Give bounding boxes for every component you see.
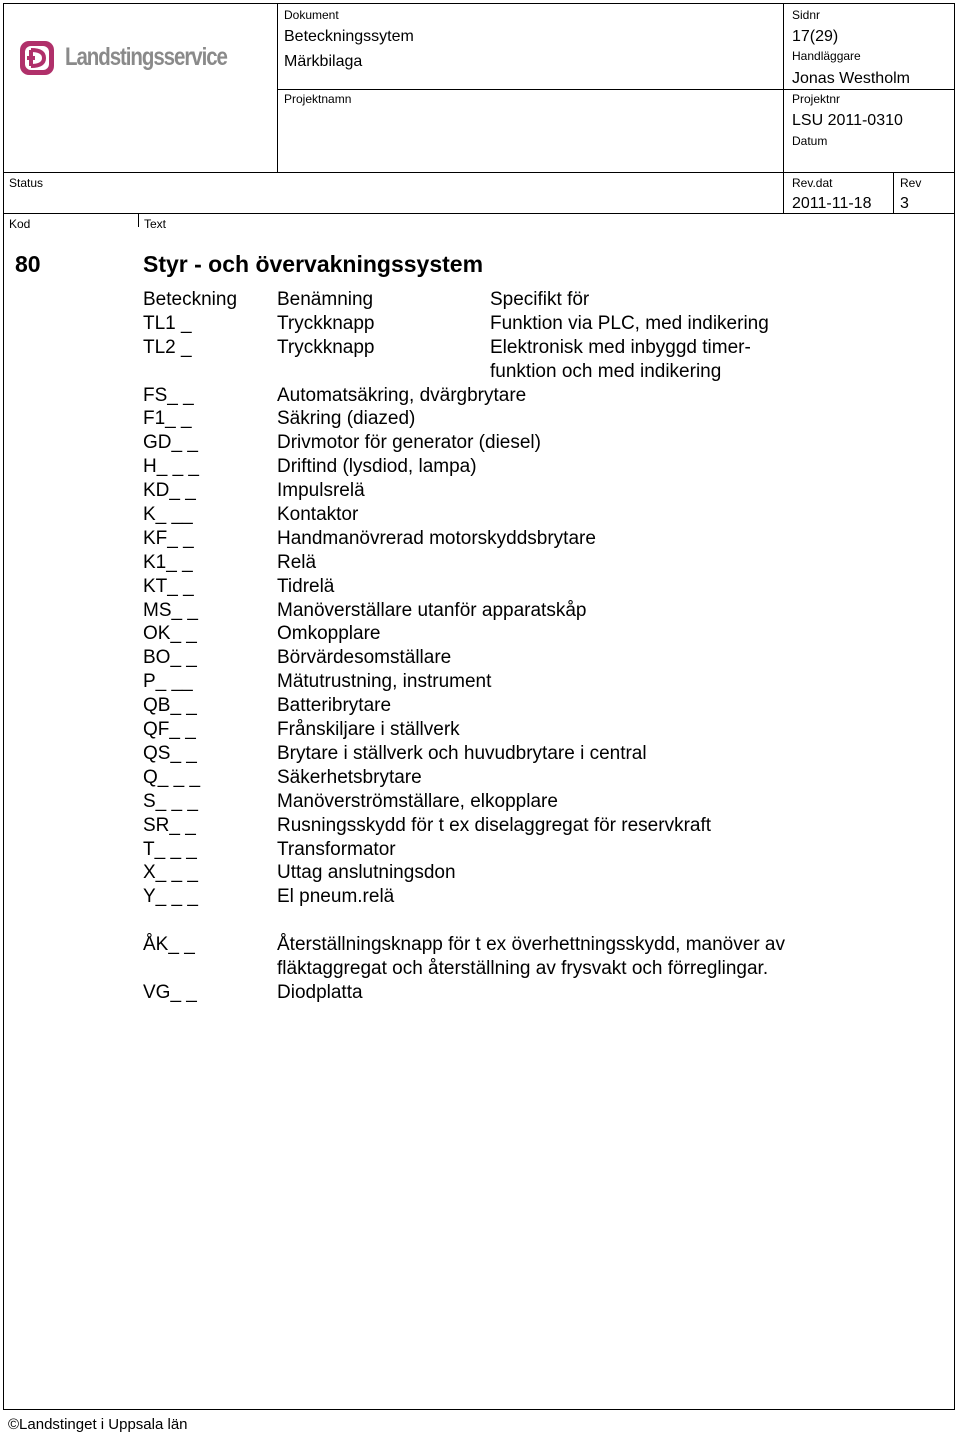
list-item bbox=[143, 551, 923, 575]
item-name: Manöverställare utanför apparatskåp bbox=[277, 599, 587, 621]
rev-value: 3 bbox=[900, 195, 909, 212]
item-code: MS_ _ bbox=[143, 599, 198, 621]
item-code: TL1 _ bbox=[143, 312, 192, 334]
item-name: Automatsäkring, dvärgbrytare bbox=[277, 384, 527, 406]
landstingsservice-logo-icon bbox=[18, 38, 58, 78]
list-item bbox=[143, 384, 923, 408]
row-spacer bbox=[143, 909, 923, 933]
handlaggare-value: Jonas Westholm bbox=[792, 70, 910, 87]
text-label: Text bbox=[144, 217, 167, 231]
item-code: KT_ _ bbox=[143, 575, 194, 597]
item-name: Diodplatta bbox=[277, 981, 363, 1003]
list-item bbox=[143, 742, 923, 766]
handlaggare-label: Handläggare bbox=[792, 49, 861, 63]
item-name: Tidrelä bbox=[277, 575, 335, 597]
list-item bbox=[143, 407, 923, 431]
logo bbox=[18, 38, 227, 80]
item-name: Börvärdesomställare bbox=[277, 647, 452, 669]
rows-group bbox=[143, 933, 923, 1005]
sidnr-label: Sidnr bbox=[792, 8, 821, 22]
item-code: T_ _ _ bbox=[143, 838, 197, 860]
item-name: El pneum.relä bbox=[277, 886, 395, 908]
item-code: SR_ _ bbox=[143, 814, 196, 836]
item-code: H_ _ _ bbox=[143, 456, 199, 478]
sidnr-value: 17(29) bbox=[792, 28, 839, 45]
item-code: QF_ _ bbox=[143, 719, 196, 741]
item-spec: Elektronisk med inbyggd timer-funktion och med indikering bbox=[490, 336, 751, 382]
item-code: X_ _ _ bbox=[143, 862, 198, 884]
list-item bbox=[143, 599, 923, 623]
item-code: K1_ _ bbox=[143, 551, 193, 573]
list-item bbox=[143, 933, 923, 981]
item-code: QS_ _ bbox=[143, 742, 197, 764]
revdat-value: 2011-11-18 bbox=[792, 195, 872, 212]
item-name: Batteribrytare bbox=[277, 695, 392, 717]
column-divider bbox=[138, 213, 139, 227]
item-code: Y_ _ _ bbox=[143, 886, 198, 908]
projektnr-label: Projektnr bbox=[792, 92, 841, 106]
list-item bbox=[143, 670, 923, 694]
item-name: Mätutrustning, instrument bbox=[277, 671, 492, 693]
list-item bbox=[143, 838, 923, 862]
designation-list bbox=[143, 288, 923, 1005]
item-name: Återställningsknapp för t ex överhettningsskydd, manöver av fläktaggregat och återställning av frysvakt och förreglingar. bbox=[277, 934, 785, 979]
list-item bbox=[143, 336, 923, 384]
column-header-benamning: Benämning bbox=[277, 289, 374, 310]
item-code: VG_ _ bbox=[143, 981, 197, 1003]
item-name: Tryckknapp bbox=[277, 336, 375, 358]
item-name: Manöverströmställare, elkopplare bbox=[277, 790, 558, 812]
rows-group bbox=[143, 312, 923, 909]
item-name: Säkerhetsbrytare bbox=[277, 766, 422, 788]
item-name: Uttag anslutningsdon bbox=[277, 862, 456, 884]
list-item bbox=[143, 790, 923, 814]
item-spec: Funktion via PLC, med indikering bbox=[490, 312, 769, 334]
item-code: OK_ _ bbox=[143, 623, 197, 645]
item-name: Brytare i ställverk och huvudbrytare i central bbox=[277, 742, 647, 764]
dokument-label: Dokument bbox=[284, 8, 339, 22]
revdat-label: Rev.dat bbox=[792, 176, 833, 190]
item-name: Impulsrelä bbox=[277, 480, 365, 502]
section-code: 80 bbox=[15, 251, 41, 277]
header-divider bbox=[277, 89, 955, 90]
header-divider bbox=[783, 4, 784, 213]
item-name: Kontaktor bbox=[277, 504, 359, 526]
item-code: BO_ _ bbox=[143, 647, 197, 669]
list-item bbox=[143, 527, 923, 551]
copyright-footer: ©Landstinget i Uppsala län bbox=[8, 1416, 188, 1433]
list-item bbox=[143, 766, 923, 790]
item-name: Relä bbox=[277, 551, 317, 573]
column-header-beteckning: Beteckning bbox=[143, 289, 238, 310]
column-headers bbox=[143, 288, 923, 312]
list-item bbox=[143, 479, 923, 503]
dokument-line2: Märkbilaga bbox=[284, 53, 363, 70]
item-code: KD_ _ bbox=[143, 480, 196, 502]
header-divider bbox=[4, 172, 955, 173]
list-item bbox=[143, 718, 923, 742]
status-label: Status bbox=[9, 176, 44, 190]
item-code: P_ __ bbox=[143, 671, 193, 693]
list-item bbox=[143, 646, 923, 670]
item-name: Tryckknapp bbox=[277, 312, 375, 334]
item-code: ÅK_ _ bbox=[143, 934, 195, 956]
item-code: FS_ _ bbox=[143, 384, 194, 406]
item-code: TL2 _ bbox=[143, 336, 192, 358]
item-code: GD_ _ bbox=[143, 432, 198, 454]
projektnr-value: LSU 2011-0310 bbox=[792, 112, 903, 129]
item-code: S_ _ _ bbox=[143, 790, 198, 812]
section-title: Styr - och övervakningssystem bbox=[143, 251, 484, 277]
column-header-specifikt: Specifikt för bbox=[490, 289, 590, 310]
item-name: Omkopplare bbox=[277, 623, 381, 645]
header-divider bbox=[277, 4, 278, 172]
item-name: Säkring (diazed) bbox=[277, 408, 416, 430]
list-item bbox=[143, 981, 923, 1005]
list-item bbox=[143, 885, 923, 909]
list-item bbox=[143, 575, 923, 599]
header-divider bbox=[893, 172, 894, 213]
list-item bbox=[143, 503, 923, 527]
item-name: Rusningsskydd för t ex diselaggregat för reservkraft bbox=[277, 814, 712, 836]
item-name: Handmanövrerad motorskyddsbrytare bbox=[277, 527, 596, 549]
item-name: Drivmotor för generator (diesel) bbox=[277, 432, 541, 454]
list-item bbox=[143, 622, 923, 646]
list-item bbox=[143, 861, 923, 885]
projektnamn-label: Projektnamn bbox=[284, 92, 352, 106]
list-item bbox=[143, 312, 923, 336]
item-code: QB_ _ bbox=[143, 695, 197, 717]
datum-label: Datum bbox=[792, 134, 828, 148]
item-code: F1_ _ bbox=[143, 408, 192, 430]
item-name: Frånskiljare i ställverk bbox=[277, 719, 460, 741]
item-name: Transformator bbox=[277, 838, 396, 860]
dokument-line1: Beteckningssytem bbox=[284, 28, 414, 45]
item-code: Q_ _ _ bbox=[143, 766, 201, 788]
rev-label: Rev bbox=[900, 176, 922, 190]
list-item bbox=[143, 814, 923, 838]
logo-wordmark: Landstingsservice bbox=[65, 43, 227, 71]
item-name: Driftind (lysdiod, lampa) bbox=[277, 456, 477, 478]
list-item bbox=[143, 694, 923, 718]
kod-label: Kod bbox=[9, 217, 31, 231]
list-item bbox=[143, 431, 923, 455]
item-code: KF_ _ bbox=[143, 527, 194, 549]
list-item bbox=[143, 455, 923, 479]
item-code: K_ __ bbox=[143, 504, 193, 526]
